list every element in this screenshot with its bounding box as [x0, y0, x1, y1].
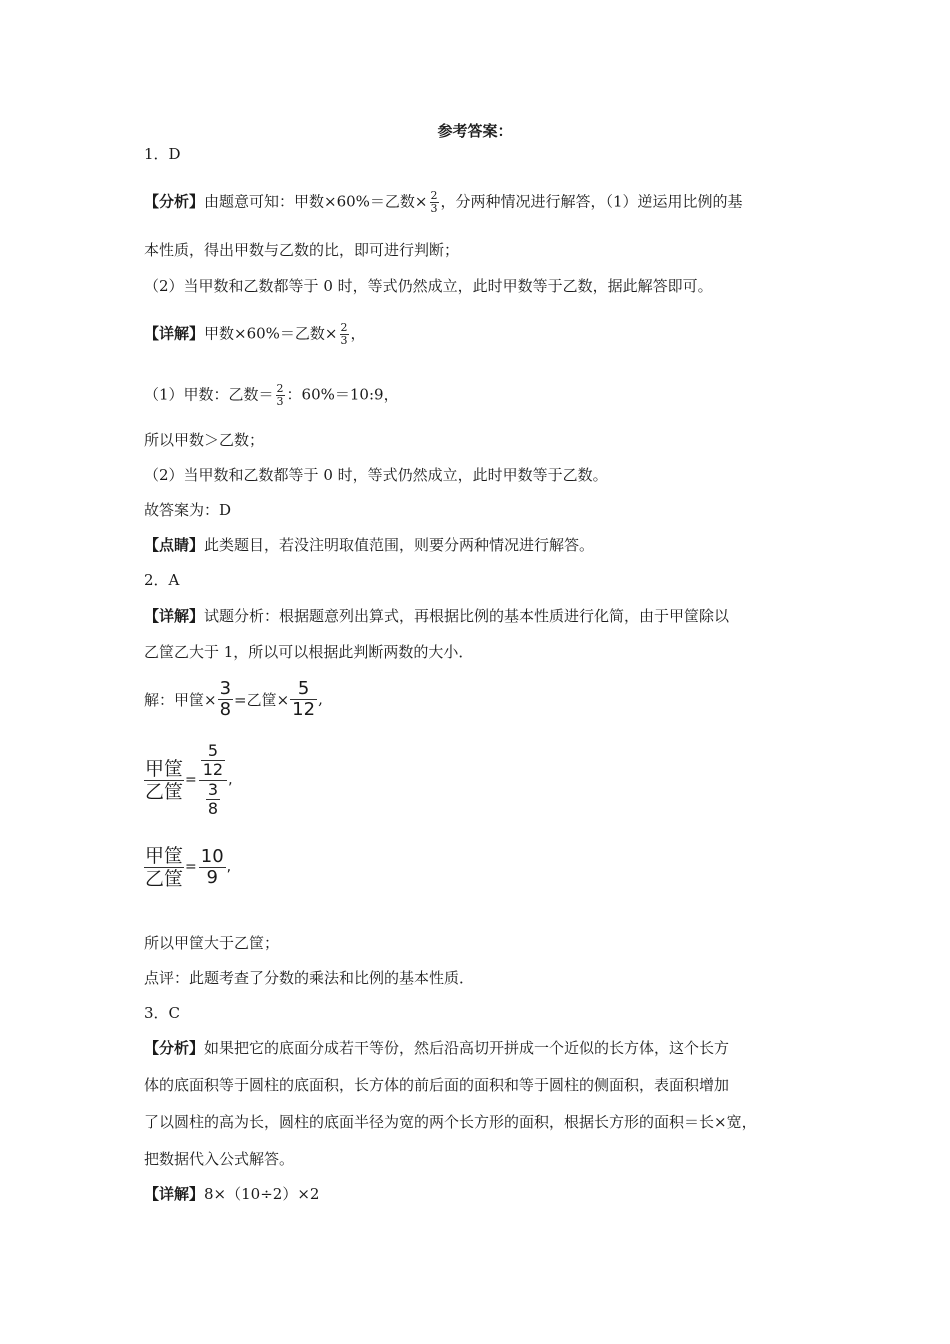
q1-detail-line2: （1）甲数：乙数＝ $\frac{2}{3}$ ：60%＝10:9， — [144, 382, 399, 408]
q3-detail-line1: 【详解】8×（10÷2）×2 — [144, 1185, 320, 1203]
fraction: $\frac{3}{8}$ — [207, 780, 219, 818]
q2-ratio-step1: 甲筐 乙筐 = $\frac{\frac{5}{12}}{\frac{3}{8}}$ , — [145, 741, 233, 818]
q2-conclusion: 所以甲筐大于乙筐； — [144, 934, 280, 952]
fraction: $\frac{10}{9}$ — [200, 845, 224, 888]
q1-detail-line3: 所以甲数＞乙数； — [144, 431, 265, 449]
q1-point: 【点睛】此类题目，若没注明取值范围，则要分两种情况进行解答。 — [144, 536, 595, 554]
fraction: $\frac{5}{12}$ — [292, 677, 316, 720]
q1-answer: 1．D — [144, 145, 181, 163]
q3-analysis-line4: 把数据代入公式解答。 — [144, 1150, 295, 1168]
q1-analysis-line3: （2）当甲数和乙数都等于 0 时，等式仍然成立，此时甲数等于乙数，据此解答即可。 — [144, 277, 713, 295]
fraction: $\frac{2}{3}$ — [430, 189, 438, 215]
q1-detail-line1: 【详解】甲数×60%＝乙数× $\frac{2}{3}$ ， — [144, 321, 366, 347]
fraction: $\frac{3}{8}$ — [219, 677, 232, 720]
fraction: $\frac{2}{3}$ — [340, 321, 348, 347]
q1-detail-line4: （2）当甲数和乙数都等于 0 时，等式仍然成立，此时甲数等于乙数。 — [144, 466, 608, 484]
q3-analysis-line2: 体的底面积等于圆柱的底面积，长方体的前后面的面积和等于圆柱的侧面积，表面积增加 — [144, 1076, 730, 1094]
ratio-fraction: 甲筐 乙筐 — [145, 844, 184, 890]
q2-answer: 2．A — [144, 571, 180, 589]
q2-ratio-step2: 甲筐 乙筐 = $\frac{10}{9}$ , — [145, 844, 232, 890]
detail-tag: 【详解】 — [144, 607, 205, 625]
q1-final-answer: 故答案为：D — [144, 501, 232, 519]
detail-tag: 【详解】 — [144, 324, 205, 343]
detail-tag: 【详解】 — [144, 1185, 205, 1203]
point-tag: 【点睛】 — [144, 536, 205, 554]
fraction: $\frac{2}{3}$ — [276, 382, 284, 408]
compound-fraction — [199, 742, 227, 818]
q3-analysis-line1: 【分析】如果把它的底面分成若干等份，然后沿高切开拼成一个近似的长方体，这个长方 — [144, 1039, 730, 1057]
q3-answer: 3．C — [144, 1004, 181, 1022]
q1-analysis-line1: 【分析】由题意可知：甲数×60%＝乙数× $\frac{2}{3}$ ，分两种情况进行解答，（1）逆运用比例的基 — [144, 189, 743, 215]
q3-analysis-line3: 了以圆柱的高为长，圆柱的底面半径为宽的两个长方形的面积，根据长方形的面积＝长×宽， — [144, 1113, 757, 1131]
q1-analysis-line2: 本性质，得出甲数与乙数的比，即可进行判断； — [144, 241, 460, 259]
q2-solution-line: 解：甲筐× $\frac{3}{8}$ =乙筐× $\frac{5}{12}$ , — [144, 677, 323, 720]
ratio-fraction: 甲筐 乙筐 — [145, 757, 184, 803]
analysis-tag: 【分析】 — [144, 1039, 205, 1057]
q2-detail-line1: 【详解】试题分析：根据题意列出算式，再根据比例的基本性质进行化简，由于甲筐除以 — [144, 607, 730, 625]
q2-detail-line2: 乙筐乙大于 1，所以可以根据此判断两数的大小． — [144, 643, 474, 661]
fraction: $\frac{5}{12}$ — [202, 741, 224, 779]
page-title: 参考答案： — [437, 122, 513, 140]
analysis-tag: 【分析】 — [144, 192, 205, 211]
q2-comment: 点评：此题考查了分数的乘法和比例的基本性质． — [144, 969, 475, 987]
